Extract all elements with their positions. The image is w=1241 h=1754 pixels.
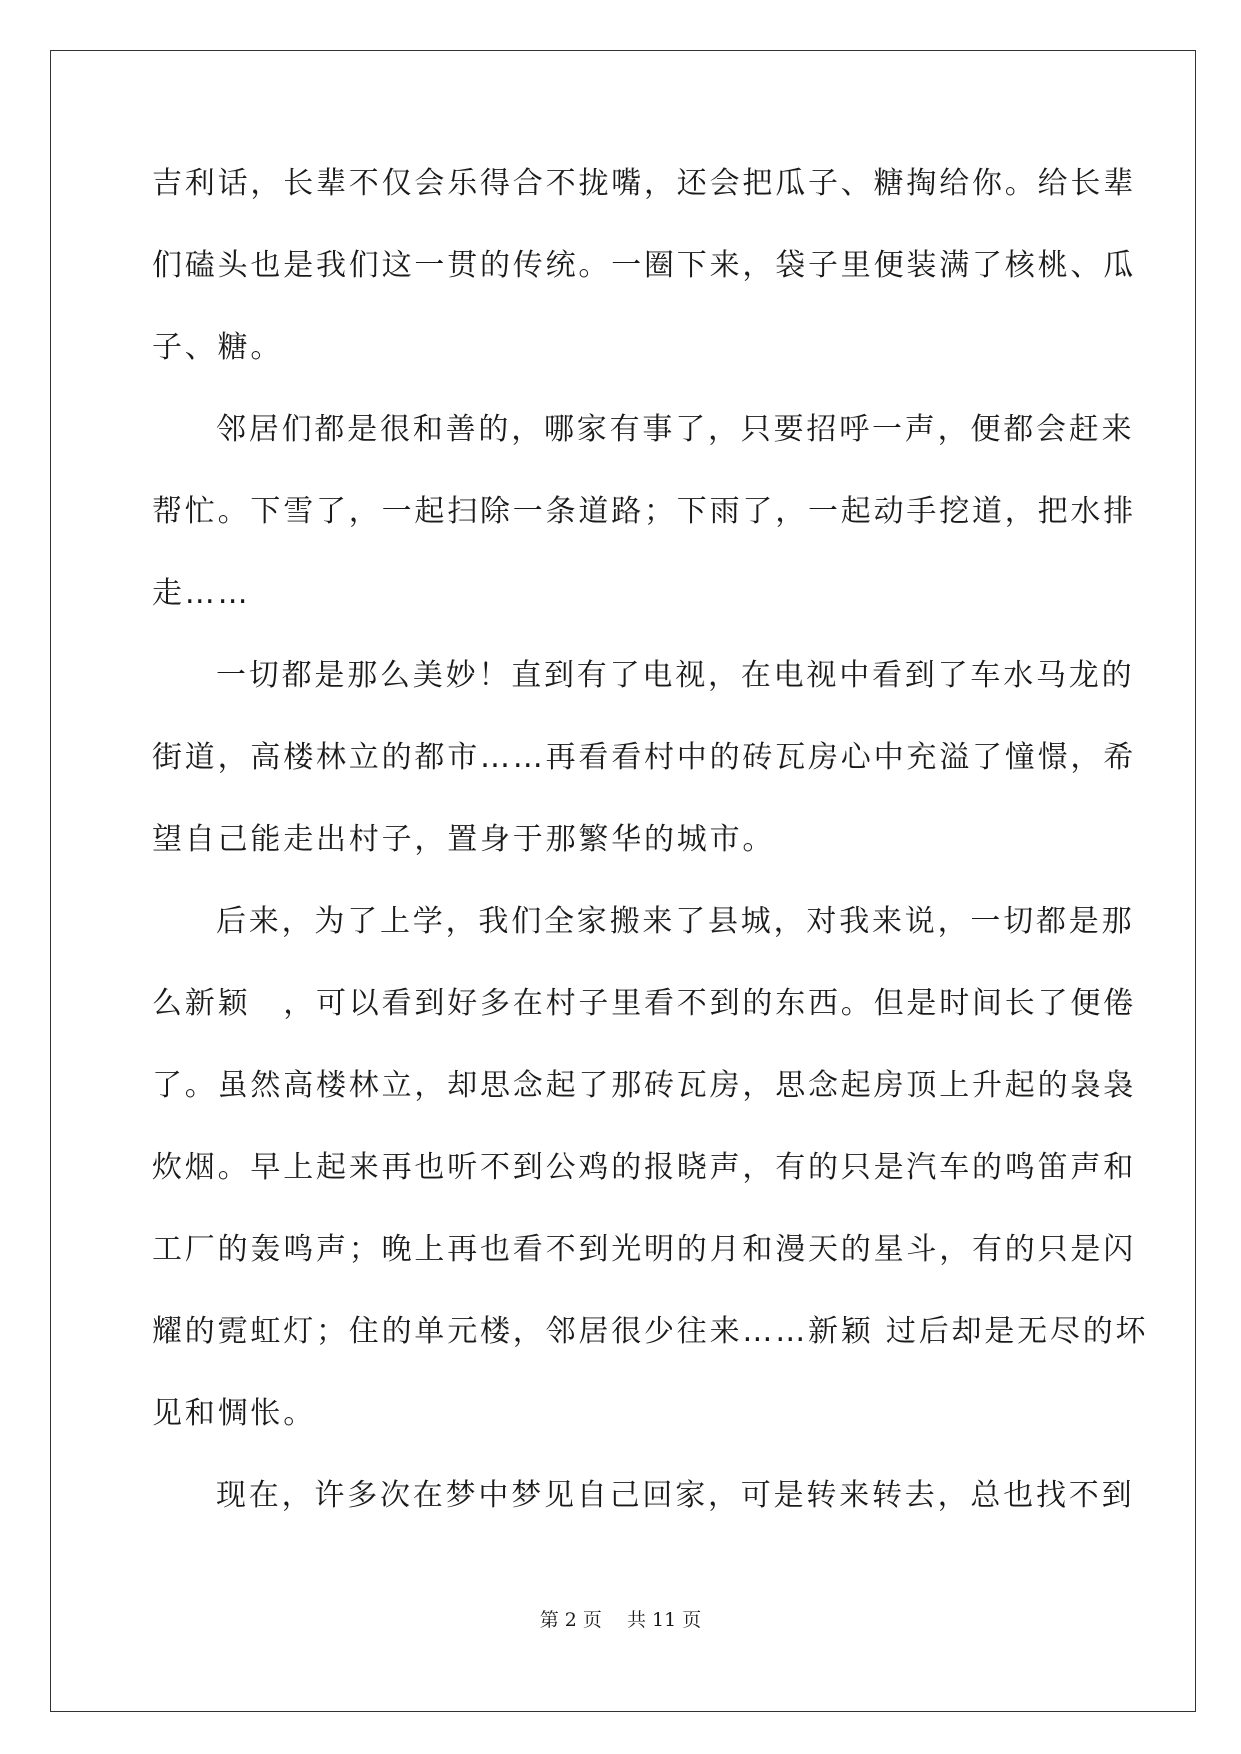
text-line: 见和惆怅。: [152, 1396, 316, 1431]
paragraph-start-line: 一切都是那么美妙！直到有了电视，在电视中看到了车水马龙的: [216, 658, 1135, 693]
text-line: 子、糖。: [152, 330, 284, 365]
text-line: 望自己能走出村子，置身于那繁华的城市。: [152, 822, 776, 857]
text-line: 吉利话，长辈不仅会乐得合不拢嘴，还会把瓜子、糖掏给你。给长辈: [152, 166, 1136, 201]
text-line: 了。虽然高楼林立，却思念起了那砖瓦房，思念起房顶上升起的袅袅: [152, 1068, 1136, 1103]
page-number-footer: 第 2 页 共 11 页: [539, 1609, 702, 1631]
text-line: 耀的霓虹灯；住的单元楼，邻居很少往来……新颖 过后却是无尽的坏: [152, 1314, 1149, 1349]
paragraph-start-line: 后来，为了上学，我们全家搬来了县城，对我来说，一切都是那: [216, 904, 1135, 939]
text-line: 们磕头也是我们这一贯的传统。一圈下来，袋子里便装满了核桃、瓜: [152, 248, 1136, 283]
document-body: [152, 160, 1149, 1554]
paragraph-start-line: 邻居们都是很和善的，哪家有事了，只要招呼一声，便都会赶来: [216, 412, 1135, 447]
text-line: 帮忙。下雪了，一起扫除一条道路；下雨了，一起动手挖道，把水排: [152, 494, 1136, 529]
text-line: 街道，高楼林立的都市……再看看村中的砖瓦房心中充溢了憧憬，希: [152, 740, 1136, 775]
text-line: 工厂的轰鸣声；晚上再也看不到光明的月和漫天的星斗，有的只是闪: [152, 1232, 1136, 1267]
text-line: 走……: [152, 576, 251, 611]
text-line: 炊烟。早上起来再也听不到公鸡的报晓声，有的只是汽车的鸣笛声和: [152, 1150, 1136, 1185]
text-line: 么新颖 ，可以看到好多在村子里看不到的东西。但是时间长了便倦: [152, 986, 1136, 1021]
paragraph-start-line: 现在，许多次在梦中梦见自己回家，可是转来转去，总也找不到: [216, 1478, 1135, 1513]
